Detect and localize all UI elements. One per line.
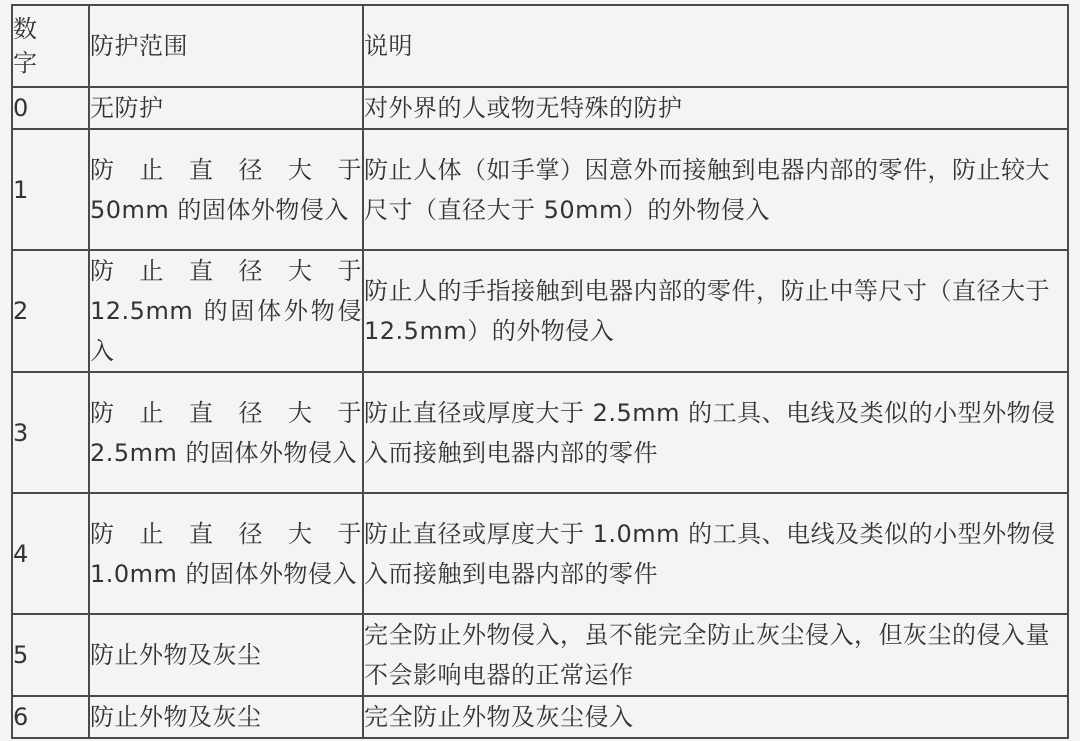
digit-cell: 5 [12,614,89,696]
table-row [12,250,1068,372]
digit-cell: 3 [12,372,89,493]
description-cell: 完全防止外物及灰尘侵入 [363,696,1068,738]
header-scope: 防护范围 [89,5,363,87]
digit-cell: 2 [12,250,89,372]
header-row [12,5,1068,87]
table-row [12,129,1068,250]
ip-protection-table [11,4,1069,739]
digit-cell: 4 [12,493,89,614]
scope-cell: 防止外物及灰尘 [89,696,363,738]
description-cell: 防止人体（如手掌）因意外而接触到电器内部的零件，防止较大尺寸（直径大于 50mm）的外物侵入 [363,129,1068,250]
digit-cell: 6 [12,696,89,738]
scope-cell: 防 止 直 径 大 于 1.0mm 的固体外物侵入 [89,493,363,614]
scope-cell: 防 止 直 径 大 于 50mm 的固体外物侵入 [89,129,363,250]
table-row [12,87,1068,129]
scope-cell: 防止外物及灰尘 [89,614,363,696]
table-row [12,696,1068,738]
description-cell: 防止人的手指接触到电器内部的零件，防止中等尺寸（直径大于 12.5mm）的外物侵入 [363,250,1068,372]
table-row [12,372,1068,493]
header-description: 说明 [363,5,1068,87]
description-cell: 防止直径或厚度大于 2.5mm 的工具、电线及类似的小型外物侵入而接触到电器内部的零件 [363,372,1068,493]
header-digit: 数字 [12,5,89,87]
table-row [12,493,1068,614]
description-cell: 完全防止外物侵入，虽不能完全防止灰尘侵入，但灰尘的侵入量不会影响电器的正常运作 [363,614,1068,696]
digit-cell: 1 [12,129,89,250]
scope-cell: 防 止 直 径 大 于 2.5mm 的固体外物侵入 [89,372,363,493]
description-cell: 对外界的人或物无特殊的防护 [363,87,1068,129]
description-cell: 防止直径或厚度大于 1.0mm 的工具、电线及类似的小型外物侵入而接触到电器内部的零件 [363,493,1068,614]
table-row [12,614,1068,696]
digit-cell: 0 [12,87,89,129]
scope-cell: 防 止 直 径 大 于 12.5mm 的固体外物侵入 [89,250,363,372]
scope-cell: 无防护 [89,87,363,129]
